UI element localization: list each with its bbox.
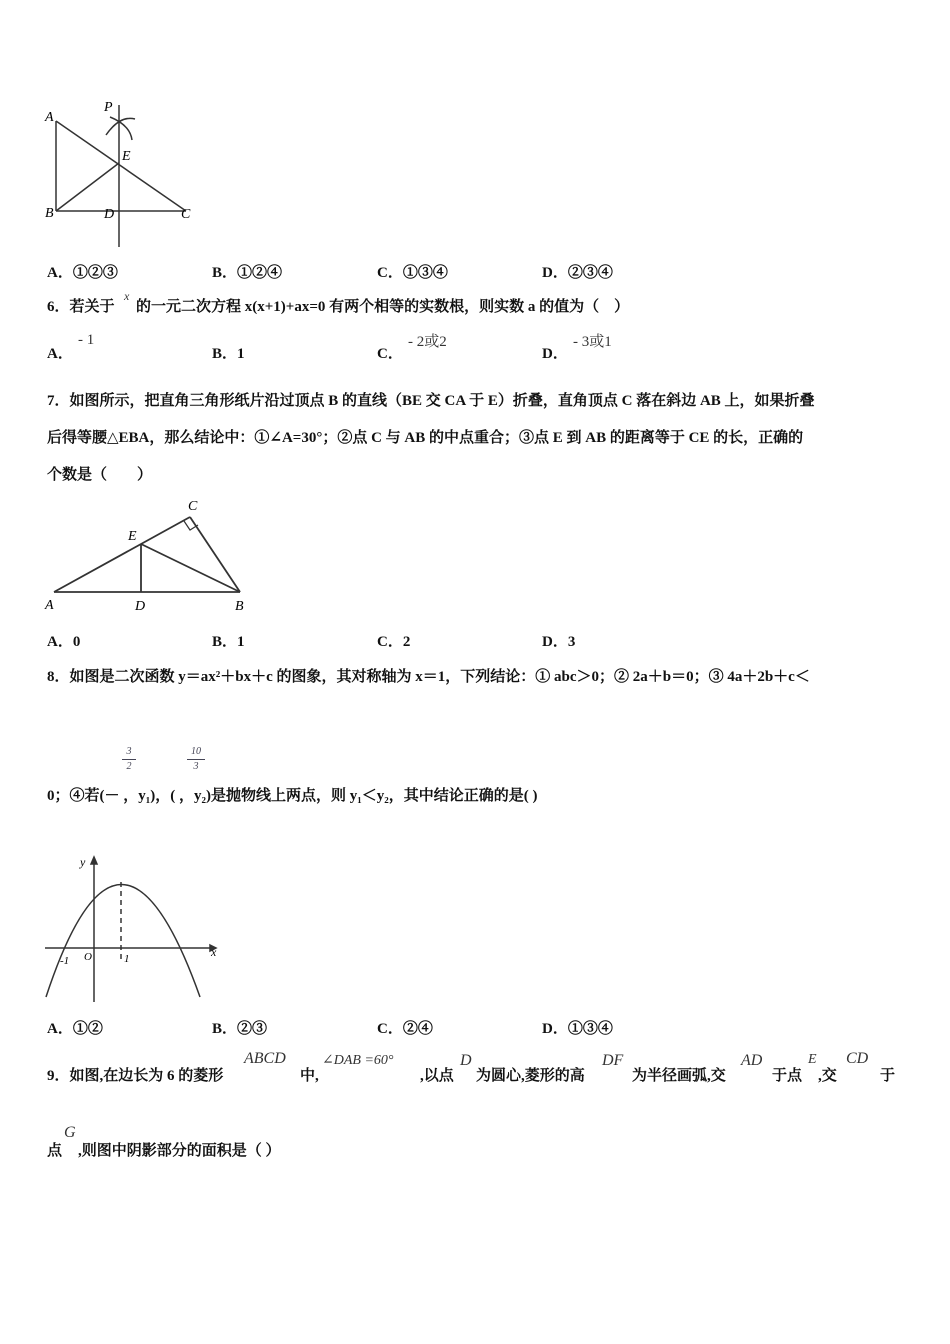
q9-math-cd: CD: [846, 1050, 869, 1067]
q7-line-1: 7．如图所示，把直角三角形纸片沿过顶点 B 的直线（BE 交 CA 于 E）折叠，直角顶点 C 落在斜边 AB 上，如果折叠: [47, 393, 815, 409]
q5-figure: [40, 95, 200, 250]
q9-text-8: 于: [880, 1068, 896, 1084]
q9-text-2: 中,: [300, 1068, 319, 1084]
q8-fraction-3-2: [122, 746, 136, 773]
q9-text-7: ,交: [818, 1068, 837, 1084]
q9-math-angle: ∠DAB =60°: [322, 1053, 394, 1068]
q7-line-2: 后得等腰△EBA，那么结论中：①∠A=30°；②点 C 与 AB 的中点重合；③点 E 到 AB 的距离等于 CE 的长，正确的: [47, 430, 804, 446]
denominator: 2: [126, 761, 132, 772]
q9-text-6: 于点: [772, 1068, 803, 1084]
q7-option-d[interactable]: D．3: [542, 634, 576, 650]
q5-option-b[interactable]: B．①②④: [212, 265, 283, 281]
q7-line-3: 个数是（ ）: [47, 467, 153, 483]
q6-option-d-value: - 3或1: [573, 334, 612, 350]
label-c: C: [181, 207, 191, 222]
q9-text-5: 为半径画弧,交: [632, 1068, 726, 1084]
label-b: B: [45, 206, 54, 221]
label-p: P: [104, 100, 113, 115]
q5-option-c[interactable]: C．①③④: [377, 265, 448, 281]
q6-text-a: 6．若关于: [47, 299, 115, 315]
q6-var-x: x: [124, 289, 130, 303]
q5-option-a[interactable]: A．①②③: [47, 265, 118, 281]
label-d: D: [104, 207, 115, 222]
q5-option-d[interactable]: D．②③④: [542, 265, 613, 281]
q9-math-e: E: [808, 1052, 817, 1067]
label-d: D: [135, 599, 146, 614]
q9-text-1: 9．如图,在边长为 6 的菱形: [47, 1068, 224, 1084]
q6-option-d[interactable]: D．: [542, 346, 568, 362]
tick-1: 1: [124, 953, 130, 965]
q9-text-3: ,以点: [420, 1068, 454, 1084]
label-b: B: [235, 599, 244, 614]
q6-option-c-value: - 2或2: [408, 334, 447, 350]
q8-line-2: 0；④若(－ ，y₁)，( ，y₂)是抛物线上两点，则 y₁＜y₂，其中结论正确的是( ): [47, 788, 538, 804]
q6-option-c[interactable]: C．: [377, 346, 403, 362]
y-axis-label: y: [80, 855, 86, 869]
origin-label: O: [84, 951, 92, 963]
q9-math-d: D: [460, 1052, 472, 1069]
numerator: 3: [126, 746, 132, 757]
label-a: A: [45, 598, 54, 613]
label-a: A: [45, 110, 54, 125]
q9-text-4: 为圆心,菱形的高: [476, 1068, 585, 1084]
q9-math-abcd: ABCD: [244, 1050, 286, 1067]
q9-math-ad: AD: [741, 1052, 763, 1069]
q9-math-g: G: [64, 1124, 76, 1141]
q8-option-d[interactable]: D．①③④: [542, 1021, 613, 1037]
q9-text-9: 点: [47, 1143, 63, 1159]
q6-text-b: 的一元二次方程 x(x+1)+ax=0 有两个相等的实数根，则实数 a 的值为（ ）: [136, 299, 630, 315]
label-e: E: [122, 149, 131, 164]
numerator: 10: [191, 746, 201, 757]
label-e: E: [128, 529, 137, 544]
q8-fraction-10-3: [187, 746, 205, 773]
q8-option-b[interactable]: B．②③: [212, 1021, 268, 1037]
q6-option-b[interactable]: B．1: [212, 346, 245, 362]
q7-option-a[interactable]: A．0: [47, 634, 81, 650]
q8-parabola-graph: [40, 852, 225, 1004]
q7-option-b[interactable]: B．1: [212, 634, 245, 650]
q8-option-c[interactable]: C．②④: [377, 1021, 433, 1037]
tick-neg1: -1: [60, 955, 70, 967]
denominator: 3: [193, 761, 199, 772]
x-axis-label: x: [211, 945, 217, 959]
q9-math-df: DF: [602, 1052, 624, 1069]
q9-text-10: ,则图中阴影部分的面积是（ ）: [78, 1143, 281, 1159]
q6-option-a[interactable]: A．: [47, 346, 73, 362]
q8-option-a[interactable]: A．①②: [47, 1021, 103, 1037]
label-c: C: [188, 499, 198, 514]
q6-option-a-value: - 1: [78, 332, 95, 348]
q8-line-1: 8．如图是二次函数 y＝ax²＋bx＋c 的图象，其对称轴为 x＝1，下列结论：① abc＞0；② 2a＋b＝0；③ 4a＋2b＋c＜: [47, 669, 810, 685]
q7-option-c[interactable]: C．2: [377, 634, 411, 650]
q7-figure: [40, 492, 255, 617]
